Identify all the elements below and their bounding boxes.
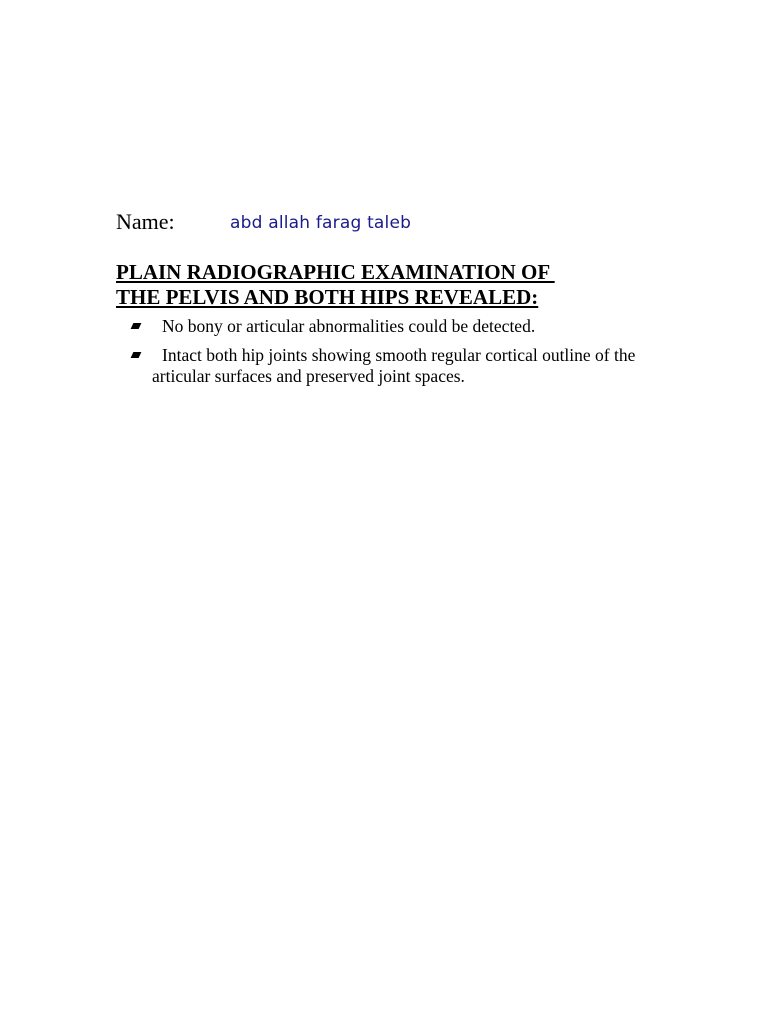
finding-item bbox=[130, 316, 670, 337]
square-bullet-icon bbox=[131, 323, 142, 329]
finding-item bbox=[130, 345, 670, 387]
report-heading bbox=[116, 260, 676, 310]
finding-text: No bony or articular abnormalities could be detected. bbox=[162, 316, 536, 336]
report-heading-line-2: THE PELVIS AND BOTH HIPS REVEALED: bbox=[116, 285, 539, 309]
patient-name-row bbox=[116, 208, 676, 238]
patient-name-value: abd allah farag taleb bbox=[230, 213, 412, 233]
name-label: Name: bbox=[116, 209, 175, 234]
findings-list bbox=[130, 316, 670, 395]
report-heading-line-1: PLAIN RADIOGRAPHIC EXAMINATION OF bbox=[116, 260, 555, 284]
square-bullet-icon bbox=[131, 352, 142, 358]
finding-text: Intact both hip joints showing smooth regular cortical outline of the articular surfaces and preserved joint spaces. bbox=[152, 345, 636, 386]
